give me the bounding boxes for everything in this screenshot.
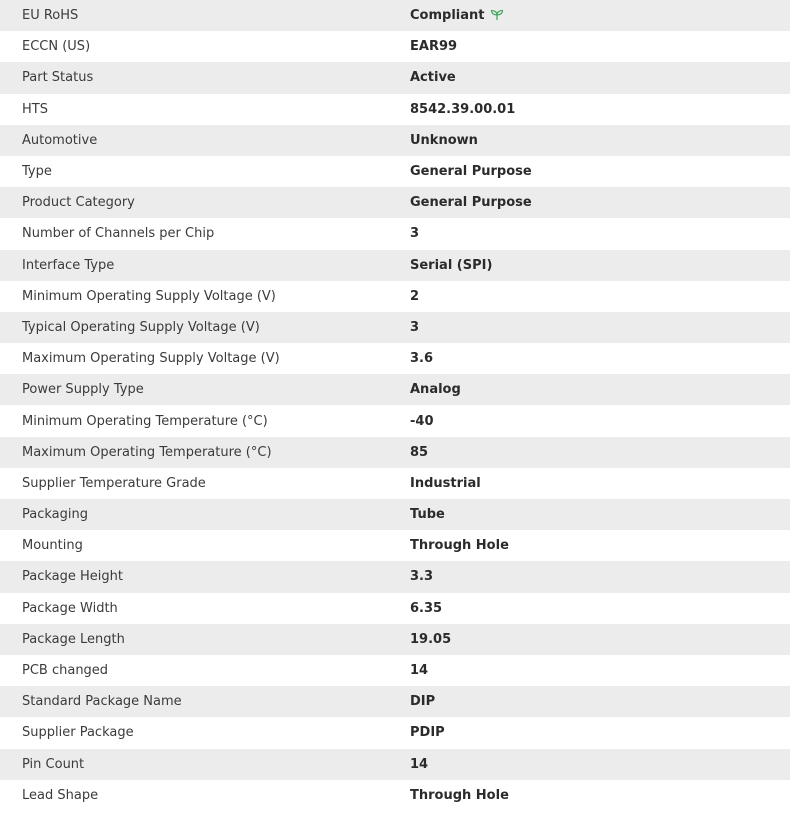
leaf-icon xyxy=(490,9,504,21)
spec-row xyxy=(0,655,790,686)
spec-value: Tube xyxy=(410,507,445,523)
spec-row xyxy=(0,499,790,530)
spec-label: Supplier Temperature Grade xyxy=(22,475,206,491)
spec-label: Package Length xyxy=(22,631,125,647)
spec-label: Package Width xyxy=(22,600,118,616)
spec-value: Through Hole xyxy=(410,538,509,554)
spec-row xyxy=(0,218,790,249)
spec-value: 3.3 xyxy=(410,569,434,585)
spec-row xyxy=(0,749,790,780)
spec-value: General Purpose xyxy=(410,164,532,180)
spec-label: Part Status xyxy=(22,70,94,86)
spec-value: 14 xyxy=(410,756,429,772)
spec-label: PCB changed xyxy=(22,663,109,679)
spec-row xyxy=(0,250,790,281)
spec-value: 6.35 xyxy=(410,600,443,616)
spec-row xyxy=(0,530,790,561)
spec-label: Power Supply Type xyxy=(22,382,144,398)
spec-label: HTS xyxy=(22,101,48,117)
spec-label: Standard Package Name xyxy=(22,694,182,710)
spec-row xyxy=(0,561,790,592)
spec-label: Lead Shape xyxy=(22,787,99,803)
spec-label: Type xyxy=(22,164,52,180)
spec-row xyxy=(0,0,790,31)
spec-value: 8542.39.00.01 xyxy=(410,101,516,117)
spec-label: Maximum Operating Supply Voltage (V) xyxy=(22,351,280,367)
spec-label: Minimum Operating Temperature (°C) xyxy=(22,413,268,429)
spec-row xyxy=(0,468,790,499)
spec-row xyxy=(0,686,790,717)
spec-row xyxy=(0,31,790,62)
spec-row xyxy=(0,374,790,405)
spec-row xyxy=(0,343,790,374)
spec-label: Number of Channels per Chip xyxy=(22,226,215,242)
spec-value: 85 xyxy=(410,444,429,460)
spec-label: Package Height xyxy=(22,569,123,585)
spec-row xyxy=(0,312,790,343)
spec-value: Active xyxy=(410,70,456,86)
spec-value: Industrial xyxy=(410,475,481,491)
spec-row xyxy=(0,62,790,93)
spec-label: Pin Count xyxy=(22,756,85,772)
spec-row xyxy=(0,125,790,156)
spec-row xyxy=(0,187,790,218)
spec-label: Supplier Package xyxy=(22,725,134,741)
spec-value: EAR99 xyxy=(410,39,458,55)
spec-value: 2 xyxy=(410,288,420,304)
spec-label: Minimum Operating Supply Voltage (V) xyxy=(22,288,276,304)
spec-value: 3 xyxy=(410,319,420,335)
spec-value: Compliant xyxy=(410,8,485,24)
spec-label: ECCN (US) xyxy=(22,39,91,55)
spec-row xyxy=(0,593,790,624)
spec-row xyxy=(0,281,790,312)
spec-value: Unknown xyxy=(410,132,478,148)
spec-label: Automotive xyxy=(22,132,98,148)
spec-value: PDIP xyxy=(410,725,445,741)
spec-label: Interface Type xyxy=(22,257,115,273)
spec-value-cell xyxy=(388,0,790,31)
spec-label: Typical Operating Supply Voltage (V) xyxy=(22,319,260,335)
spec-row xyxy=(0,405,790,436)
spec-value: 3 xyxy=(410,226,420,242)
spec-value: General Purpose xyxy=(410,195,532,211)
spec-row xyxy=(0,437,790,468)
spec-row xyxy=(0,717,790,748)
spec-row xyxy=(0,94,790,125)
spec-value: Through Hole xyxy=(410,787,509,803)
spec-value: 19.05 xyxy=(410,631,452,647)
spec-row xyxy=(0,156,790,187)
spec-label: Packaging xyxy=(22,507,88,523)
spec-label: EU RoHS xyxy=(22,8,79,24)
spec-value: Serial (SPI) xyxy=(410,257,493,273)
spec-value: 3.6 xyxy=(410,351,434,367)
spec-label: Maximum Operating Temperature (°C) xyxy=(22,444,272,460)
spec-value: Analog xyxy=(410,382,461,398)
spec-label: Mounting xyxy=(22,538,83,554)
spec-value: DIP xyxy=(410,694,436,710)
spec-row xyxy=(0,624,790,655)
spec-value: -40 xyxy=(410,413,434,429)
spec-value: 14 xyxy=(410,663,429,679)
spec-row xyxy=(0,780,790,811)
spec-label: Product Category xyxy=(22,195,135,211)
